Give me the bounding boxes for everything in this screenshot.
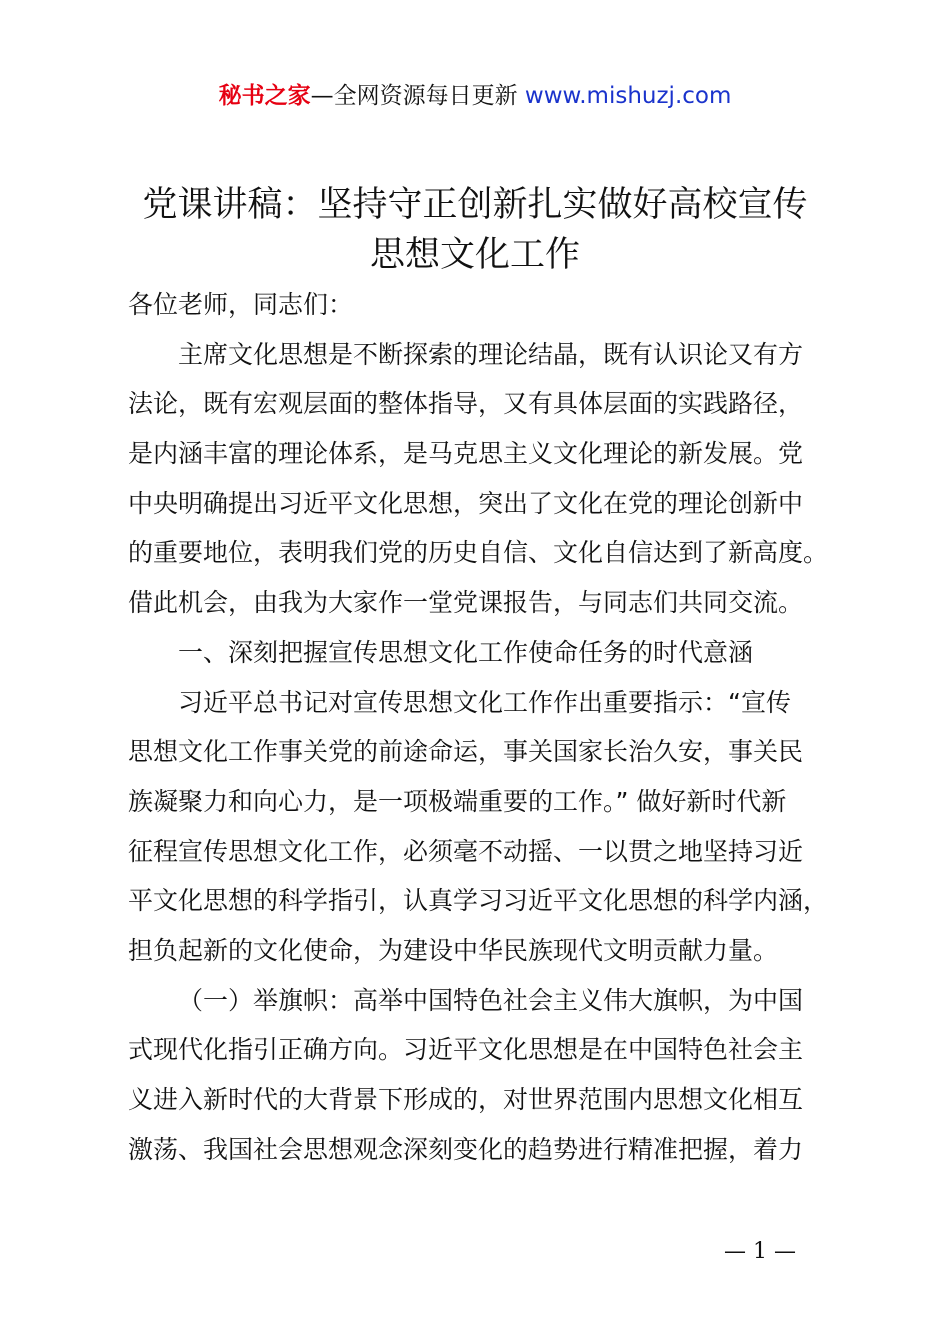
body-line: 借此机会，由我为大家作一堂党课报告，与同志们共同交流。: [128, 588, 804, 618]
site-header: [0, 78, 950, 114]
body-line: 平文化思想的科学指引，认真学习习近平文化思想的科学内涵，: [128, 886, 829, 916]
body-line: 族凝聚力和向心力，是一项极端重要的工作。” 做好新时代新: [128, 786, 787, 816]
body-line: 担负起新的文化使命，为建设中华民族现代文明贡献力量。: [128, 935, 779, 965]
body-line: 义进入新时代的大背景下形成的，对世界范围内思想文化相互: [128, 1085, 804, 1114]
title-line-2: 思想文化工作: [369, 235, 580, 275]
body-line: 主席文化思想是不断探索的理论结晶，既有认识论又有方: [178, 339, 804, 369]
header-tagline: —全网资源每日更新: [310, 83, 518, 109]
section-heading: 一、深刻把握宣传思想文化工作使命任务的时代意涵: [178, 637, 754, 667]
body-line: 的重要地位，表明我们党的历史自信、文化自信达到了新高度。: [128, 538, 829, 568]
body-line: 思想文化工作事关党的前途命运，事关国家长治久安，事关民: [128, 737, 804, 767]
body-line: 征程宣传思想文化工作，必须毫不动摇、一以贯之地坚持习近: [128, 836, 804, 866]
body-line: 法论，既有宏观层面的整体指导，又有具体层面的实践路径，: [128, 389, 804, 419]
page-number: — 1 —: [724, 1239, 796, 1264]
subsection-line: （一）举旗帜：高举中国特色社会主义伟大旗帜，为中国: [178, 985, 804, 1015]
salutation: 各位老师，同志们：: [128, 290, 354, 319]
title-line-1: 党课讲稿：坚持守正创新扎实做好高校宣传: [142, 185, 808, 225]
document-title: [100, 180, 850, 280]
body-line: 习近平总书记对宣传思想文化工作作出重要指示：“宣传: [178, 687, 791, 717]
body-line: 式现代化指引正确方向。习近平文化思想是在中国特色社会主: [128, 1035, 804, 1065]
document-body: [128, 280, 848, 1174]
body-line: 中央明确提出习近平文化思想，突出了文化在党的理论创新中: [128, 488, 804, 518]
site-url: www.mishuzj.com: [524, 83, 732, 109]
body-line: 激荡、我国社会思想观念深刻变化的趋势进行精准把握，着力: [128, 1134, 804, 1164]
body-line: 是内涵丰富的理论体系，是马克思主义文化理论的新发展。党: [128, 439, 804, 469]
brand-name: 秘书之家: [218, 83, 311, 109]
